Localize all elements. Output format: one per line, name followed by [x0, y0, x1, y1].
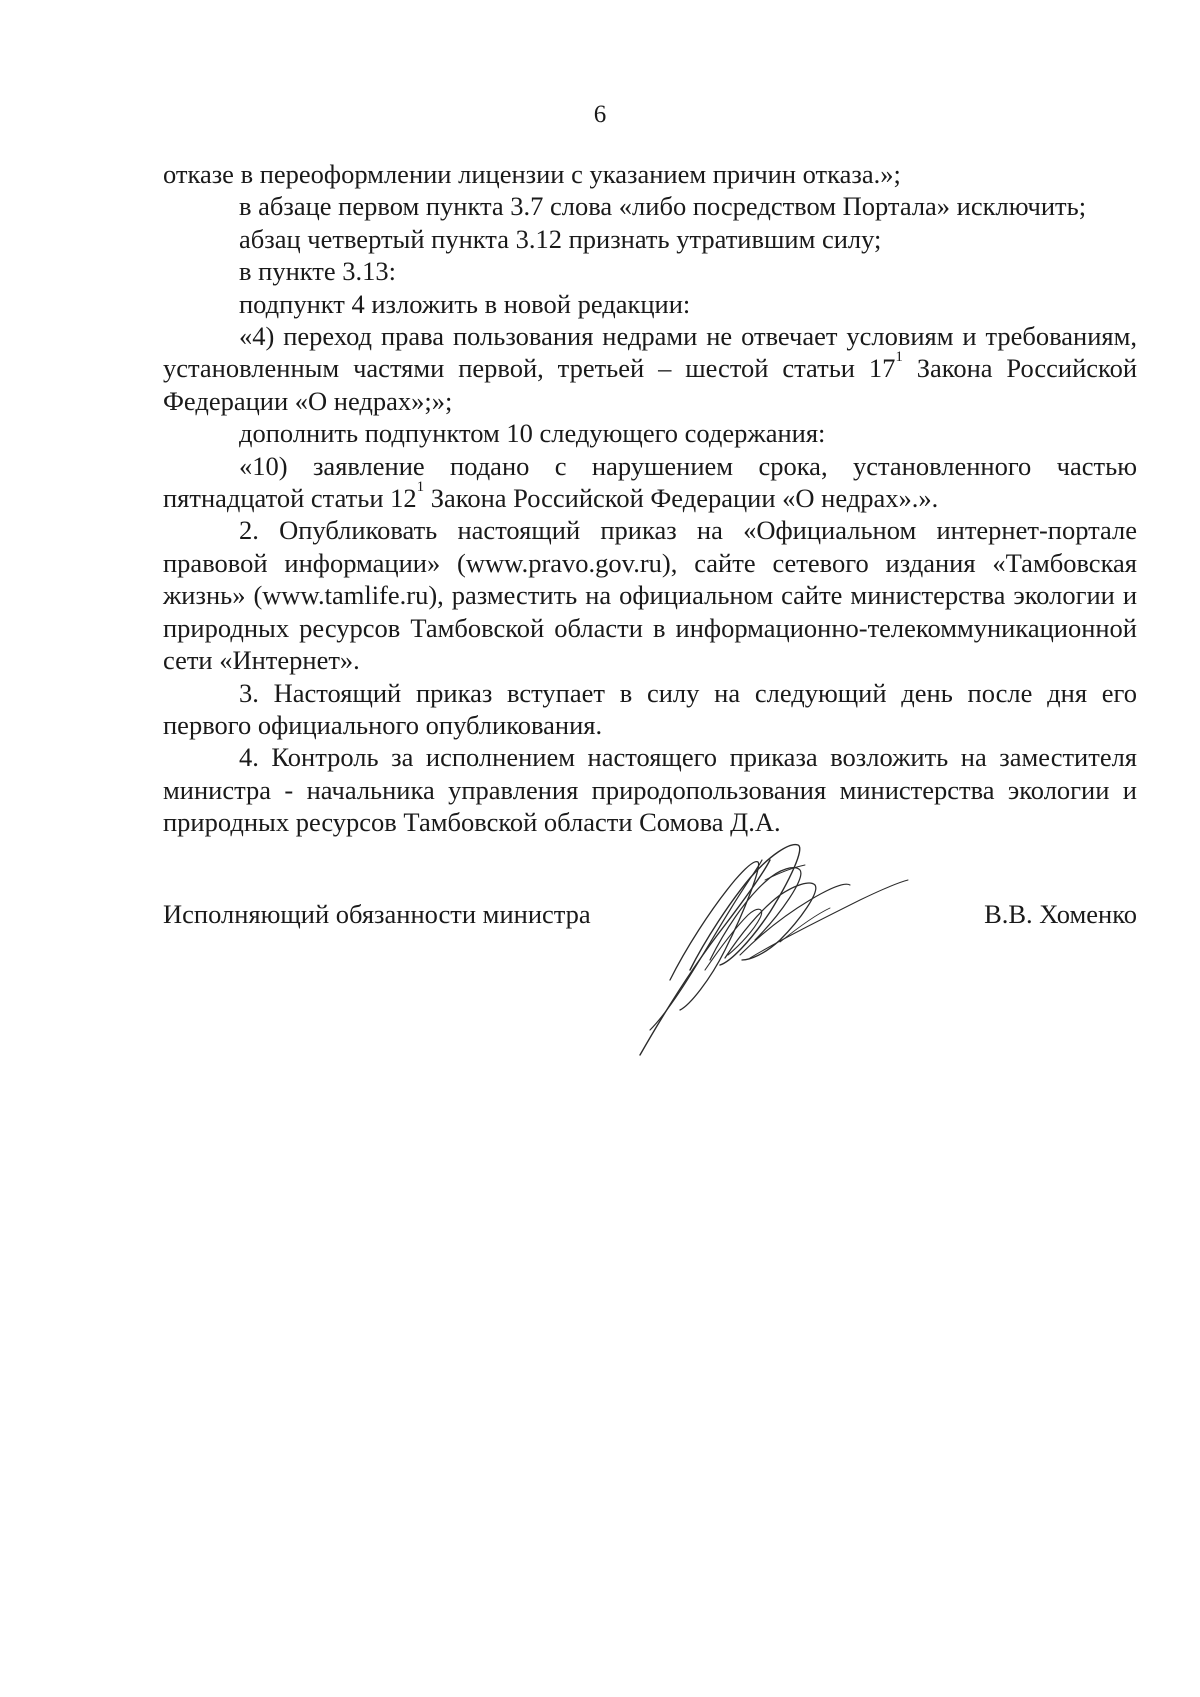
paragraph-subpoint-4-intro: подпункт 4 изложить в новой редакции: — [239, 288, 691, 319]
superscript-index: 1 — [895, 349, 903, 366]
signer-title: Исполняющий обязанности министра — [163, 899, 591, 929]
paragraph-subpoint-4-text — [163, 320, 1137, 417]
paragraph-subpoint-10-intro: дополнить подпунктом 10 следующего содержания: — [239, 418, 826, 449]
paragraph-item-4-control: 4. Контроль за исполнением настоящего приказа возложить на заместителя министра - начальника управления природопользования министерства экологии и природных ресурсов Тамбовской области Сомова Д.А. — [163, 742, 1137, 838]
paragraph-item-3-effective: 3. Настоящий приказ вступает в силу на следующий день после дня его первого официального опубликования. — [163, 677, 1137, 740]
paragraph-continuation: отказе в переоформлении лицензии с указанием причин отказа.»; — [163, 159, 901, 189]
subpoint-10-text-before: «10) заявление подано с нарушением срока, установленного частью пятнадцатой статьи 12 — [163, 450, 1137, 514]
paragraph-3-7-amendment: в абзаце первом пункта 3.7 слова «либо посредством Портала» исключить; — [239, 191, 1087, 222]
page-number: 6 — [593, 101, 607, 128]
paragraph-3-12-amendment: абзац четвертый пункта 3.12 признать утратившим силу; — [239, 223, 882, 254]
paragraph-item-2-publish: 2. Опубликовать настоящий приказ на «Официальном интернет-портале правовой информации» (www.pravo.gov.ru), сайте сетевого издания «Тамбовская жизнь» (www.tamlife.ru), разместить на официальном сайте министерства экологии и природных ресурсов Тамбовской области в информационно-телекоммуникационной сети «Интернет». — [163, 515, 1137, 676]
signer-name: В.В. Хоменко — [984, 899, 1137, 929]
superscript-index: 1 — [416, 479, 425, 496]
subpoint-10-text-after: Закона Российской Федерации «О недрах».». — [424, 483, 939, 514]
subpoint-4-text-before: «4) переход права пользования недрами не отвечает условиям и требованиям, установленным частями первой, третьей – шестой статьи 17 — [163, 321, 1137, 384]
subpoint-4-text-after: Закона Российской Федерации «О недрах»;»; — [163, 353, 1137, 416]
document-body — [163, 158, 1137, 839]
paragraph-subpoint-10-text — [163, 450, 1137, 515]
paragraph-3-13-heading: в пункте 3.13: — [239, 256, 396, 287]
handwritten-signature-icon — [630, 830, 950, 1060]
